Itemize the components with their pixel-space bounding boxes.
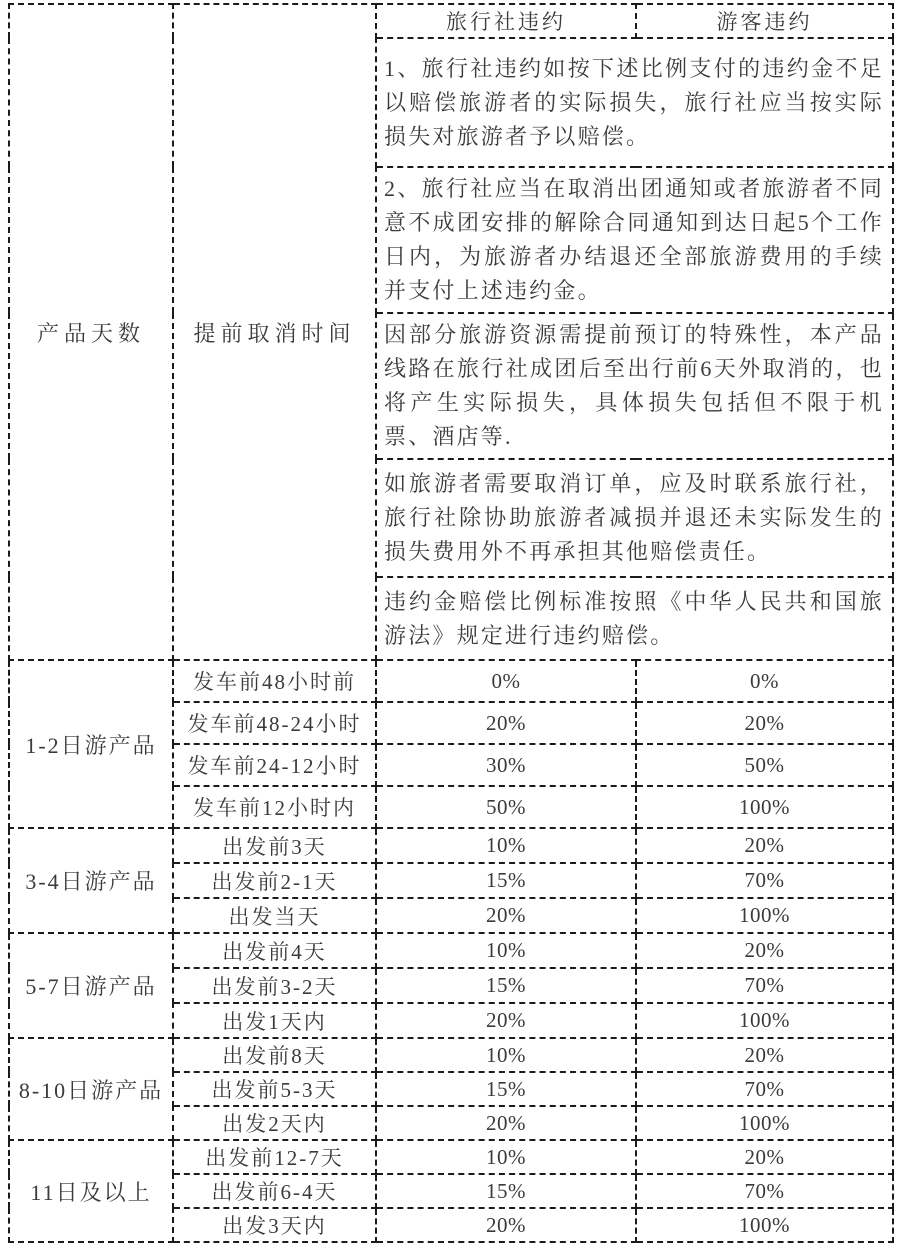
cancel-time-cell: 出发当天 (173, 898, 376, 933)
cancel-time-cell: 发车前48-24小时 (173, 702, 376, 744)
section-label-1-2-day: 1-2日游产品 (9, 660, 173, 828)
agency-penalty-cell: 10% (376, 828, 636, 863)
note-tourism-law: 违约金赔偿比例标准按照《中华人民共和国旅游法》规定进行违约赔偿。 (376, 577, 893, 660)
agency-penalty-cell: 15% (376, 1072, 636, 1106)
tourist-penalty-cell: 20% (636, 1140, 893, 1174)
tourist-penalty-cell: 100% (636, 1003, 893, 1038)
agency-breach-header: 旅行社违约 (376, 4, 636, 38)
agency-penalty-cell: 15% (376, 863, 636, 898)
agency-penalty-cell: 20% (376, 1003, 636, 1038)
agency-penalty-cell: 50% (376, 786, 636, 828)
agency-penalty-cell: 0% (376, 660, 636, 702)
tourist-penalty-cell: 50% (636, 744, 893, 786)
cancel-time-cell: 出发前12-7天 (173, 1140, 376, 1174)
agency-penalty-cell: 20% (376, 702, 636, 744)
tourist-breach-header: 游客违约 (636, 4, 893, 38)
cancel-time-cell: 出发前6-4天 (173, 1174, 376, 1208)
cancel-time-cell: 发车前24-12小时 (173, 744, 376, 786)
cancel-time-cell: 出发前8天 (173, 1038, 376, 1072)
agency-penalty-cell: 30% (376, 744, 636, 786)
cancel-time-cell: 出发前3天 (173, 828, 376, 863)
agency-penalty-cell: 20% (376, 898, 636, 933)
tourist-penalty-cell: 70% (636, 1072, 893, 1106)
cancel-time-cell: 出发3天内 (173, 1208, 376, 1242)
tourist-penalty-cell: 100% (636, 1208, 893, 1242)
tourist-penalty-cell: 70% (636, 863, 893, 898)
section-label-5-7-day: 5-7日游产品 (9, 933, 173, 1038)
cancel-time-cell: 出发前3-2天 (173, 968, 376, 1003)
section-label-8-10-day: 8-10日游产品 (9, 1038, 173, 1140)
section-label-11-day-plus: 11日及以上 (9, 1140, 173, 1242)
agency-penalty-cell: 20% (376, 1208, 636, 1242)
note-tourist-cancel-contact: 如旅游者需要取消订单，应及时联系旅行社，旅行社除协助旅游者减损并退还未实际发生的损失费用外不再承担其他赔偿责任。 (376, 459, 893, 577)
cancellation-policy-table (8, 3, 894, 1243)
cancel-time-cell: 发车前12小时内 (173, 786, 376, 828)
agency-penalty-cell: 10% (376, 933, 636, 968)
cancel-time-cell: 出发2天内 (173, 1106, 376, 1140)
cancel-time-cell: 出发1天内 (173, 1003, 376, 1038)
note-prebooking-loss: 因部分旅游资源需提前预订的特殊性，本产品线路在旅行社成团后至出行前6天外取消的，也将产生实际损失，具体损失包括但不限于机票、酒店等. (376, 313, 893, 459)
tourist-penalty-cell: 20% (636, 702, 893, 744)
product-days-header: 产品天数 (9, 4, 173, 660)
tourist-penalty-cell: 20% (636, 828, 893, 863)
note-agency-compensation: 1、旅行社违约如按下述比例支付的违约金不足以赔偿旅游者的实际损失，旅行社应当按实际损失对旅游者予以赔偿。 (376, 38, 893, 167)
agency-penalty-cell: 10% (376, 1038, 636, 1072)
cancel-time-cell: 出发前4天 (173, 933, 376, 968)
agency-penalty-cell: 10% (376, 1140, 636, 1174)
agency-penalty-cell: 20% (376, 1106, 636, 1140)
cancel-time-header: 提前取消时间 (173, 4, 376, 660)
tourist-penalty-cell: 20% (636, 933, 893, 968)
cancel-time-cell: 出发前5-3天 (173, 1072, 376, 1106)
tourist-penalty-cell: 100% (636, 898, 893, 933)
cancel-time-cell: 发车前48小时前 (173, 660, 376, 702)
cancel-time-cell: 出发前2-1天 (173, 863, 376, 898)
tourist-penalty-cell: 100% (636, 786, 893, 828)
tourist-penalty-cell: 70% (636, 968, 893, 1003)
note-refund-deadline: 2、旅行社应当在取消出团通知或者旅游者不同意不成团安排的解除合同通知到达日起5个工作日内，为旅游者办结退还全部旅游费用的手续并支付上述违约金。 (376, 167, 893, 313)
tourist-penalty-cell: 0% (636, 660, 893, 702)
tourist-penalty-cell: 100% (636, 1106, 893, 1140)
tourist-penalty-cell: 70% (636, 1174, 893, 1208)
tourist-penalty-cell: 20% (636, 1038, 893, 1072)
section-label-3-4-day: 3-4日游产品 (9, 828, 173, 933)
agency-penalty-cell: 15% (376, 1174, 636, 1208)
agency-penalty-cell: 15% (376, 968, 636, 1003)
